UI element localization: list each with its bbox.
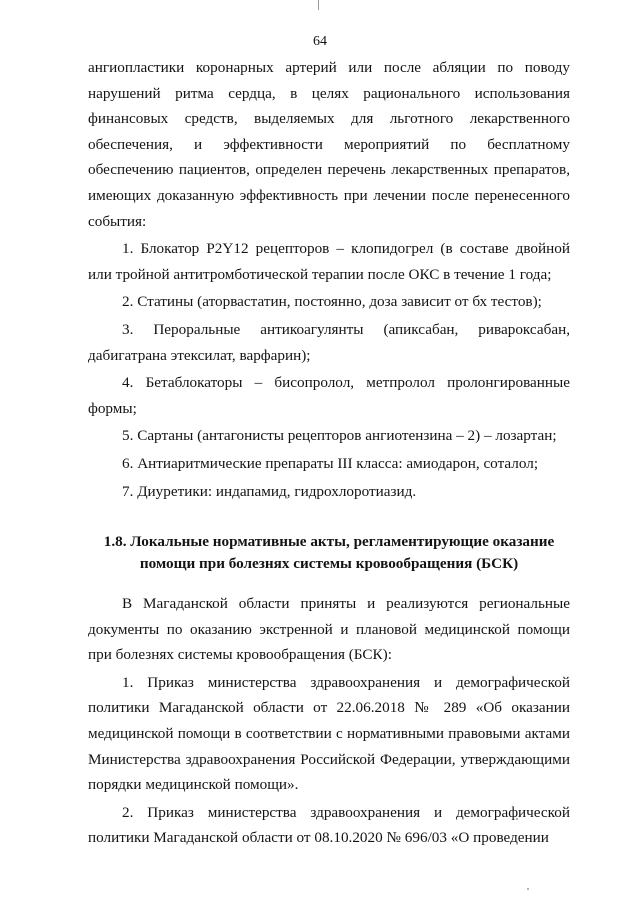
intro-paragraph: ангиопластики коронарных артерий или после абляции по поводу нарушений ритма сердца, в целях рационального использования финансовых средств, выделяемых для льготного лекарственного обеспечения, и эффективности мероприятий по бесплатному обеспечению пациентов, определен перечень лекарственных препаратов, имеющих доказанную эффективность при лечении после перенесенного события: bbox=[88, 59, 570, 230]
list-item: 1. Блокатор P2Y12 рецепторов – клопидогрел (в составе двойной или тройной антитромботической терапии после ОКС в течение 1 года; bbox=[88, 240, 570, 283]
list-item: 4. Бетаблокаторы – бисопролол, метпролол пролонгированные формы; bbox=[88, 374, 570, 417]
page-number: 64 bbox=[313, 34, 327, 49]
section-heading: 1.8. Локальные нормативные акты, регламентирующие оказание помощи при болезнях системы кровообращения (БСК) bbox=[103, 533, 555, 573]
section-intro-paragraph: В Магаданской области приняты и реализуются региональные документы по оказанию экстренной и плановой медицинской помощи при болезнях системы кровообращения (БСК): bbox=[88, 595, 570, 664]
scan-mark bbox=[318, 0, 319, 10]
page-body bbox=[88, 55, 570, 851]
drug-list bbox=[88, 236, 570, 504]
list-item: 2. Статины (аторвастатин, постоянно, доза зависит от бх тестов); bbox=[122, 293, 542, 311]
list-item: 5. Сартаны (антагонисты рецепторов ангиотензина – 2) – лозартан; bbox=[122, 427, 557, 445]
list-item: 7. Диуретики: индапамид, гидрохлоротиазид. bbox=[122, 482, 417, 500]
list-item: 1. Приказ министерства здравоохранения и демографической политики Магаданской области от 22.06.2018 № 289 «Об оказании медицинской помощи в соответствии с нормативными правовыми актами Министерства здравоохранения Российской Федерации, утверждающими порядки медицинской помощи». bbox=[88, 673, 570, 794]
list-item: 2. Приказ министерства здравоохранения и демографической политики Магаданской области от 08.10.2020 № 696/03 «О проведении bbox=[88, 803, 570, 847]
list-item: 3. Пероральные антикоагулянты (апиксабан, ривароксабан, дабигатрана этексилат, варфарин); bbox=[88, 320, 570, 364]
scan-speck bbox=[527, 888, 529, 890]
list-item: 6. Антиаритмические препараты III класса: амиодарон, соталол; bbox=[122, 454, 539, 472]
orders-list bbox=[88, 670, 570, 851]
